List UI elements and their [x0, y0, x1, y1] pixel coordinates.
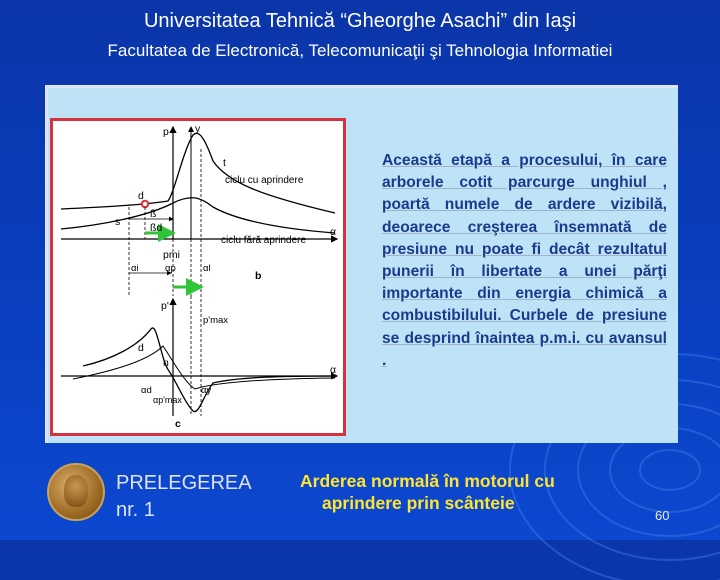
university-seal-logo: [47, 463, 105, 521]
label-b: b: [255, 270, 262, 282]
label-p-prime: p': [161, 300, 169, 312]
label-t: t: [223, 157, 226, 169]
lecture-line2: nr. 1: [116, 499, 155, 521]
page-number: 60: [655, 508, 670, 523]
pressure-diagram: [50, 118, 346, 436]
label-p: p: [163, 126, 169, 138]
university-title: Universitatea Tehnică “Gheorghe Asachi” din Iaşi: [143, 10, 577, 32]
label-p-prime-max: p'max: [203, 315, 229, 326]
lecture-label: [116, 470, 252, 524]
topic-line2: aprindere prin scânteie: [322, 493, 515, 513]
label-curve-ignition: ciclu cu aprindere: [225, 175, 304, 186]
label-s: s: [115, 216, 121, 228]
label-alpha-p-prime-max: αp'max: [153, 395, 182, 405]
label-curve-no-ignition: ciclu fără aprindere: [221, 235, 307, 246]
label-alpha-l: αl: [203, 263, 211, 274]
label-alpha-d: αd: [141, 385, 152, 396]
label-alpha-y: αy: [201, 385, 212, 396]
label-y: y: [195, 123, 201, 135]
topic-line1: Arderea normală în motorul cu: [300, 471, 555, 491]
label-d-bottom: d: [138, 342, 144, 354]
label-alpha-i: αi: [131, 263, 139, 274]
faculty-title: Facultatea de Electronică, Telecomunicaţii şi Tehnologia Informatiei: [107, 41, 613, 60]
label-d-top: d: [138, 190, 144, 202]
label-n: n: [163, 357, 169, 369]
lecture-line1: PRELEGEREA: [116, 472, 252, 494]
label-alpha-bottom: α: [330, 364, 337, 376]
lecture-topic: [300, 470, 555, 514]
label-pmi: pmi: [163, 249, 180, 261]
curve-with-ignition: [61, 133, 335, 213]
label-alpha-top: α: [330, 226, 337, 238]
label-beta-d: ßd: [150, 222, 163, 234]
label-beta: ß: [150, 208, 157, 220]
label-alpha-p: αp: [165, 263, 176, 274]
derivative-curve: [83, 328, 335, 412]
description-text: Această etapă a procesului, în care arborele cotit parcurge unghiul , poartă numele de ardere vizibilă, deoarece creşterea însemnată de presiune nu poate fi decât rezultatul punerii în libertate a unei părţi importante din energia chimică a combustibilului. Curbele de presiune se desprind înaintea p.m.i. cu avansul .: [382, 152, 667, 369]
label-c: c: [175, 418, 181, 430]
